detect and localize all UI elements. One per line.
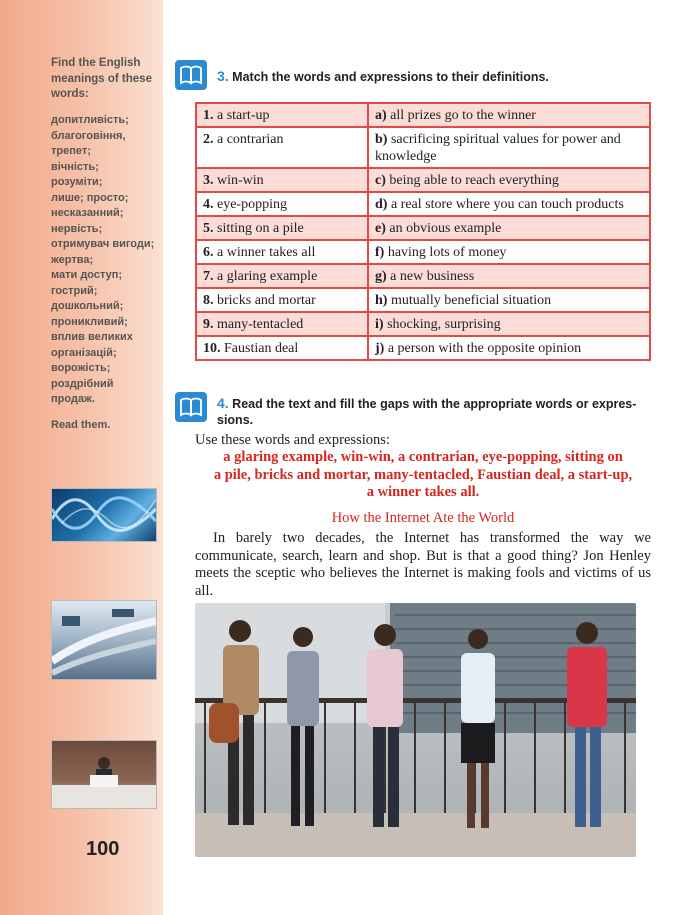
term-cell [196,264,368,288]
definition-letter: h) [375,293,388,308]
definition-cell [368,336,650,360]
sidebar-word: допитливість; [51,114,129,126]
read-them-label: Read them. [51,419,111,431]
term-number: 7. [203,269,214,284]
table-row [196,264,650,288]
term-text: a glaring example [217,269,318,284]
term-text: bricks and mortar [217,293,316,308]
definition-cell [368,216,650,240]
dna-thumbnail [51,488,157,542]
conveyor-thumbnail [51,600,157,680]
definition-cell [368,264,650,288]
term-number: 4. [203,197,214,212]
page-number: 100 [86,838,120,860]
term-text: eye-popping [217,197,287,212]
table-row [196,240,650,264]
definition-letter: e) [375,221,386,236]
sidebar-word: лише; просто; [51,191,129,204]
term-cell [196,312,368,336]
table-row [196,336,650,360]
term-number: 6. [203,245,214,260]
sidebar-word: ворожість; [51,362,111,374]
table-row [196,216,650,240]
table-row [196,192,650,216]
article-title: How the Internet Ate the World [331,510,515,526]
use-words-prompt: Use these words and expressions: [195,432,390,448]
laptop-thumbnail [51,740,157,809]
exercise-4-instruction-line2: sions. [217,413,254,427]
word-bank [193,449,653,502]
definition-letter: j) [375,341,385,356]
people-with-phones-photo [195,603,636,857]
definition-text: a real store where you can touch products [390,197,624,212]
sidebar-word: мати доступ; [51,269,123,281]
exercise-4-number: 4. [217,395,229,411]
sidebar-word: отримувач вигоди; [51,238,155,250]
sidebar-word-list [51,113,157,408]
definition-cell [368,288,650,312]
sidebar-word: організацій; [51,346,117,359]
exercise-3-instruction: Match the words and expressions to their definitions. [232,70,549,84]
term-text: Faustian deal [224,341,299,356]
sidebar-word: дошкольний; [51,300,124,312]
term-cell [196,336,368,360]
term-cell [196,240,368,264]
definition-text: all prizes go to the winner [390,108,536,123]
definition-letter: a) [375,108,387,123]
definition-text: mutually beneficial situation [390,293,552,308]
sidebar-word: розуміти; [51,176,103,188]
book-icon [175,60,207,90]
term-text: win-win [217,173,264,188]
term-number: 9. [203,317,214,332]
term-number: 8. [203,293,214,308]
sidebar-word: жертва; [51,253,94,266]
sidebar-word: продаж. [51,393,95,405]
sidebar-word: вічність; [51,160,99,173]
term-text: sitting on a pile [217,221,304,236]
table-row [196,127,650,168]
definition-letter: c) [375,173,386,188]
definition-text: shocking, surprising [387,317,501,332]
sidebar-word: благоговіння, [51,129,126,142]
definition-letter: g) [375,269,387,284]
term-cell [196,216,368,240]
term-text: a start-up [217,108,270,123]
word-bank-line: a glaring example, win-win, a contrarian, eye-popping, sitting on [223,449,623,465]
exercise-3-title [217,68,549,85]
definition-cell [368,312,650,336]
sidebar-word: роздрібний [51,377,114,390]
table-row [196,168,650,192]
definition-cell [368,103,650,127]
sidebar-word: трепет; [51,145,91,157]
sidebar-heading: Find the English meanings of these words: [51,57,152,100]
exercise-4-title [217,395,653,428]
definition-cell [368,240,650,264]
term-number: 2. [203,132,214,147]
word-bank-line: a winner takes all. [366,484,480,500]
term-number: 3. [203,173,214,188]
term-number: 10. [203,341,221,356]
exercise-3-number: 3. [217,68,229,84]
definition-text: a person with the opposite opinion [387,341,582,356]
term-cell [196,103,368,127]
definition-text: having lots of money [387,245,507,260]
definition-cell [368,168,650,192]
term-text: a contrarian [217,132,284,147]
matching-table [195,102,651,361]
definition-cell [368,192,650,216]
sidebar-word: гострий; [51,284,98,297]
sidebar [0,0,163,915]
sidebar-word: несказанний; [51,207,124,219]
sidebar-word: нервість; [51,222,103,235]
term-cell [196,168,368,192]
word-bank-line: a pile, bricks and mortar, many-tentacled, Faustian deal, a start-up, [213,466,633,483]
term-number: 1. [203,108,214,123]
definition-cell [368,127,650,168]
definition-letter: b) [375,132,388,147]
sidebar-word: вплив великих [51,331,133,343]
definition-letter: f) [375,245,385,260]
definition-letter: d) [375,197,388,212]
definition-text: being able to reach everything [389,173,559,188]
term-text: a winner takes all [217,245,316,260]
definition-text: sacrificing spiritual values for power and knowledge [375,132,621,164]
term-cell [196,127,368,168]
definition-letter: i) [375,317,384,332]
table-row [196,312,650,336]
article-body: In barely two decades, the Internet has transformed the way we communicate, search, learn and shop. But is that a good thing? Jon Henley meets the sceptic who believes the Internet is making fools and victims of us all. [195,530,651,599]
book-icon [175,392,207,422]
table-row [196,103,650,127]
term-number: 5. [203,221,214,236]
term-cell [196,288,368,312]
sidebar-word: проникливий; [51,315,128,328]
term-cell [196,192,368,216]
definition-text: a new business [390,269,475,284]
exercise-4-instruction-line1: Read the text and fill the gaps with the appropriate words or expres- [232,397,637,411]
term-text: many-tentacled [217,317,304,332]
definition-text: an obvious example [389,221,502,236]
table-row [196,288,650,312]
